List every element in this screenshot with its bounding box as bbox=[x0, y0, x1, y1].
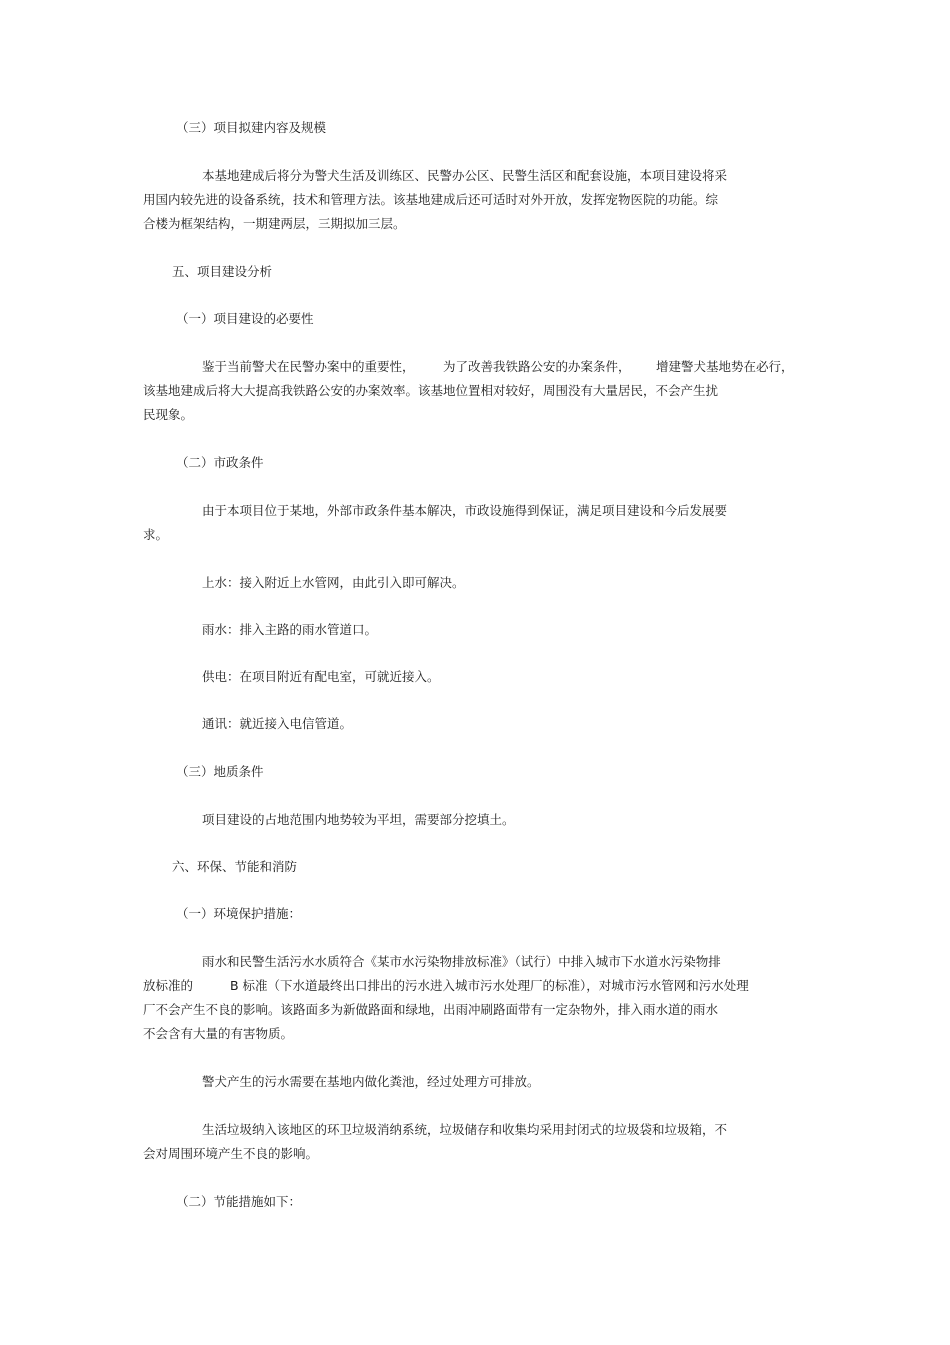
heading-section-6: 六、环保、节能和消防 bbox=[172, 859, 298, 874]
paragraph-municipal-line-2: 求。 bbox=[143, 527, 169, 542]
heading-project-content-scale: （三）项目拟建内容及规模 bbox=[176, 120, 327, 135]
paragraph-water-supply: 上水：接入附近上水管网，由此引入即可解决。 bbox=[202, 575, 465, 590]
heading-geology: （三）地质条件 bbox=[176, 764, 264, 779]
paragraph-rainwater: 雨水：排入主路的雨水管道口。 bbox=[202, 622, 378, 637]
necessity-part-1: 鉴于当前警犬在民警办案中的重要性， bbox=[202, 359, 415, 374]
heading-municipal: （二）市政条件 bbox=[176, 455, 264, 470]
paragraph-content-line-1: 本基地建成后将分为警犬生活及训练区、民警办公区、民警生活区和配套设施，本项目建设将采 bbox=[202, 168, 728, 183]
necessity-part-3: 增建警犬基地势在必行， bbox=[656, 359, 794, 374]
paragraph-env-line-3: 厂不会产生不良的影响。该路面多为新做路面和绿地，出雨冲刷路面带有一定杂物外，排入雨水道的雨水 bbox=[143, 1002, 719, 1017]
heading-environment: （一）环境保护措施： bbox=[176, 906, 302, 921]
heading-section-5: 五、项目建设分析 bbox=[172, 264, 273, 279]
necessity-part-2: 为了改善我铁路公安的办案条件， bbox=[443, 359, 631, 374]
paragraph-content-line-2: 用国内较先进的设备系统，技术和管理方法。该基地建成后还可适时对外开放，发挥宠物医院的功能。综 bbox=[143, 192, 719, 207]
paragraph-env-line-4: 不会含有大量的有害物质。 bbox=[143, 1026, 294, 1041]
heading-energy-saving: （二）节能措施如下： bbox=[176, 1194, 302, 1209]
paragraph-dog-sewage: 警犬产生的污水需要在基地内做化粪池，经过处理方可排放。 bbox=[202, 1074, 540, 1089]
env-line-2-part-1: 放标准的 bbox=[143, 978, 194, 993]
paragraph-necessity-line-1 bbox=[0, 359, 950, 375]
paragraph-necessity-line-2: 该基地建成后将大大提高我铁路公安的办案效率。该基地位置相对较好，周围没有大量居民，不会产生扰 bbox=[143, 383, 719, 398]
paragraph-municipal-line-1: 由于本项目位于某地，外部市政条件基本解决，市政设施得到保证，满足项目建设和今后发展要 bbox=[202, 503, 728, 518]
paragraph-geology: 项目建设的占地范围内地势较为平坦，需要部分挖填土。 bbox=[202, 812, 515, 827]
paragraph-env-line-2 bbox=[0, 978, 950, 994]
paragraph-necessity-line-3: 民现象。 bbox=[143, 407, 194, 422]
paragraph-content-line-3: 合楼为框架结构，一期建两层，三期拟加三层。 bbox=[143, 216, 406, 231]
env-line-2-part-2: B 标准（下水道最终出口排出的污水进入城市污水处理厂的标准），对城市污水管网和污水处理 bbox=[230, 978, 749, 993]
paragraph-env-line-1: 雨水和民警生活污水水质符合《某市水污染物排放标准》（试行）中排入城市下水道水污染物排 bbox=[202, 954, 721, 969]
paragraph-garbage-line-2: 会对周围环境产生不良的影响。 bbox=[143, 1146, 319, 1161]
paragraph-power: 供电：在项目附近有配电室，可就近接入。 bbox=[202, 669, 440, 684]
paragraph-telecom: 通讯：就近接入电信管道。 bbox=[202, 716, 353, 731]
heading-necessity: （一）项目建设的必要性 bbox=[176, 311, 314, 326]
paragraph-garbage-line-1: 生活垃圾纳入该地区的环卫垃圾消纳系统，垃圾储存和收集均采用封闭式的垃圾袋和垃圾箱，不 bbox=[202, 1122, 728, 1137]
